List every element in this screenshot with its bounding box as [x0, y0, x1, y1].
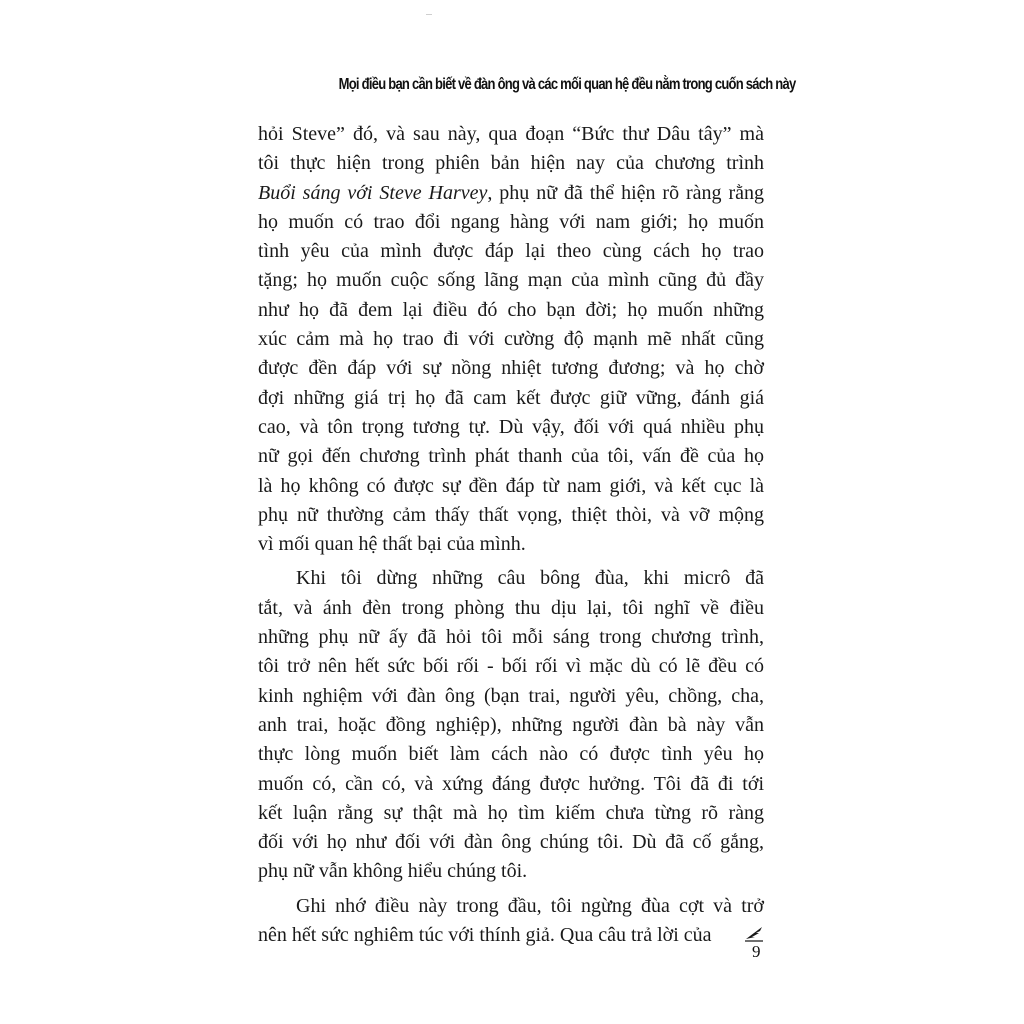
text-line: kinh nghiệm với đàn ông (bạn trai, người yêu, chồng, cha, [258, 684, 764, 707]
text-line: hỏi Steve” đó, và sau này, qua đoạn “Bức thư Dâu tây” mà [258, 123, 764, 145]
text-line: cao, và tôn trọng tương tự. Dù vậy, đối với quá nhiều phụ [258, 415, 764, 438]
body-text [258, 120, 764, 950]
text-line: muốn có, cần có, và xứng đáng được hưởng. Tôi đã đi tới [258, 772, 764, 795]
scan-mark [426, 14, 432, 15]
text-line: phụ nữ vẫn không hiểu chúng tôi. [258, 860, 528, 883]
text-line: tặng; họ muốn cuộc sống lãng mạn của mình cũng đủ đầy [258, 269, 764, 292]
text-line: là họ không có được sự đền đáp từ nam giới, và kết cục là [258, 474, 764, 497]
text-line: họ muốn có trao đổi ngang hàng với nam giới; họ muốn [258, 210, 764, 233]
text-line: kết luận rằng sự thật mà họ tìm kiếm chưa từng rõ ràng [258, 801, 764, 824]
paragraph [258, 892, 764, 951]
text-line: đối với họ như đối với đàn ông chúng tôi. Dù đã cố gắng, [258, 831, 764, 854]
paragraph [258, 120, 764, 559]
text-line: thực lòng muốn biết làm cách nào có được tình yêu họ [258, 743, 764, 766]
text-line: tôi trở nên hết sức bối rối - bối rối vì mặc dù có lẽ đều có [258, 655, 764, 678]
text-line: nữ gọi đến chương trình phát thanh của tôi, vấn đề của họ [258, 445, 764, 468]
text-line: Buổi sáng với Steve Harvey, phụ nữ đã thể hiện rõ ràng rằng [258, 181, 764, 204]
text-line: tắt, và ánh đèn trong phòng thu dịu lại, tôi nghĩ về điều [258, 596, 764, 619]
text-line: xúc cảm mà họ trao đi với cường độ mạnh mẽ nhất cũng [258, 328, 764, 351]
text-line: Ghi nhớ điều này trong đầu, tôi ngừng đùa cợt và trở [296, 894, 764, 917]
paragraph [258, 564, 764, 886]
text-line: như họ đã đem lại điều đó cho bạn đời; họ muốn những [258, 298, 764, 321]
running-header: Mọi điều bạn cần biết về đàn ông và các mối quan hệ đều nằm trong cuốn sách này [338, 76, 796, 93]
show-title: Buổi sáng với Steve Harvey [258, 181, 488, 204]
page-number: 9 [752, 942, 761, 961]
text-line: được đền đáp với sự nồng nhiệt tương đương; và họ chờ [258, 357, 764, 380]
text-line: những phụ nữ ấy đã hỏi tôi mỗi sáng trong chương trình, [258, 626, 764, 649]
text-line: phụ nữ thường cảm thấy thất vọng, thiệt thòi, và vỡ mộng [258, 503, 764, 526]
text-line: nên hết sức nghiêm túc với thính giả. Qua câu trả lời của [258, 924, 712, 947]
text-line: anh trai, hoặc đồng nghiệp), những người đàn bà này vẫn [258, 713, 764, 736]
text-line: tôi thực hiện trong phiên bản hiện nay của chương trình [258, 152, 764, 175]
quill-feather-icon [744, 922, 764, 942]
text-line: đợi những giá trị họ đã cam kết được giữ vững, đánh giá [258, 386, 764, 409]
text-line: vì mối quan hệ thất bại của mình. [258, 533, 526, 556]
text-line: tình yêu của mình được đáp lại theo cùng cách họ trao [258, 240, 764, 263]
text-line: Khi tôi dừng những câu bông đùa, khi micrô đã [296, 567, 764, 590]
